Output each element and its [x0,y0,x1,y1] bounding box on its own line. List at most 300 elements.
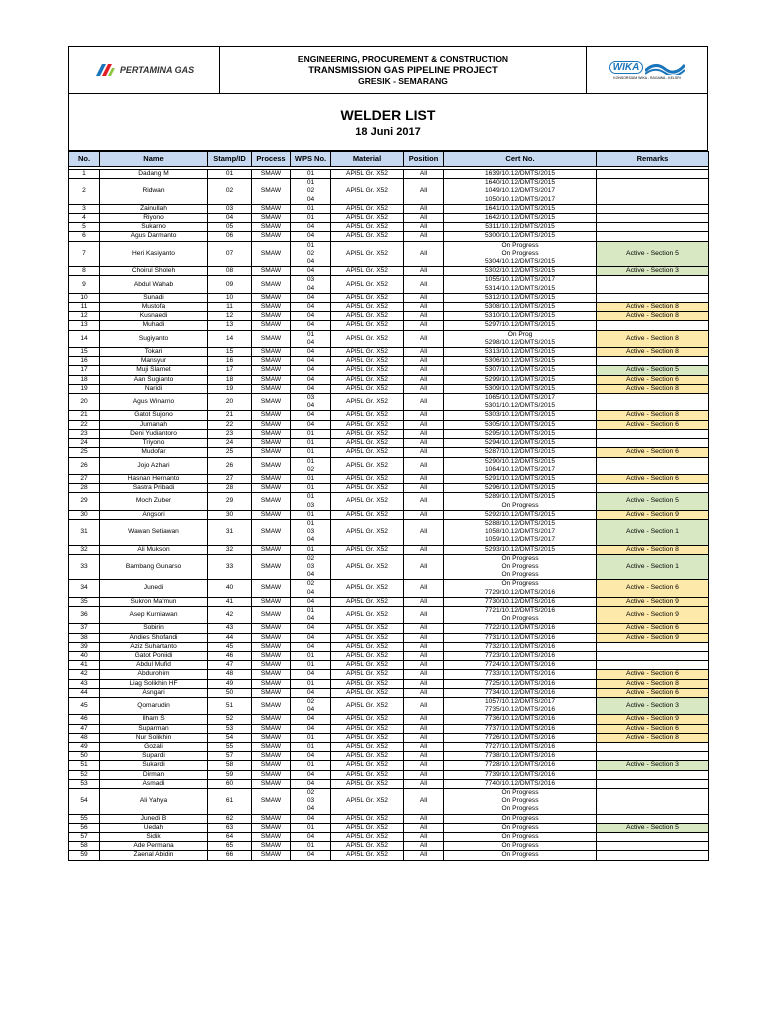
cell-no: 21 [69,411,100,420]
cell-cert [444,761,597,770]
cell-wps [291,276,331,293]
cell-remarks [597,357,709,366]
cell-wps-line: 03 [306,528,315,536]
cell-process: SMAW [252,724,291,733]
cell-material: API5L Gr. X52 [331,241,404,267]
cell-cert-line: On Progress [501,823,539,831]
cell-material: API5L Gr. X52 [331,375,404,384]
table-row [69,624,709,633]
cell-cert [444,688,597,697]
cell-no: 42 [69,670,100,679]
cell-position: All [404,493,444,510]
cell-wps [291,348,331,357]
cell-stamp: 24 [208,439,252,448]
cell-cert-line: 5293/10.12/DMTS/2015 [484,545,555,553]
cell-wps [291,814,331,823]
cell-remarks: Active - Section 6 [597,420,709,429]
cell-material: API5L Gr. X52 [331,606,404,623]
cell-cert [444,232,597,241]
cell-wps [291,770,331,779]
cell-stamp: 28 [208,484,252,493]
cell-stamp: 02 [208,179,252,205]
cell-position: All [404,724,444,733]
pertamina-gas-logo [69,47,220,93]
cell-stamp: 63 [208,823,252,832]
table-row [69,439,709,448]
cell-process: SMAW [252,375,291,384]
cell-cert-line: On Progress [501,554,539,562]
cell-name: Agus Darmanto [100,232,208,241]
cell-no: 31 [69,519,100,545]
wika-logo-text: WIKA [609,61,644,74]
cell-remarks [597,223,709,232]
cell-remarks: Active - Section 3 [597,697,709,714]
col-remarks: Remarks [597,152,709,167]
cell-cert-line: 5313/10.12/DMTS/2015 [484,348,555,356]
cell-stamp: 17 [208,366,252,375]
cell-wps [291,303,331,312]
cell-position: All [404,214,444,223]
cell-cert-line: 7735/10.12/DMTS/2016 [484,706,555,714]
cell-cert-line: 5309/10.12/DMTS/2015 [484,384,555,392]
cell-remarks [597,770,709,779]
cell-cert [444,770,597,779]
cell-cert-line: On Progress [501,501,539,509]
cell-process: SMAW [252,232,291,241]
cell-no: 56 [69,823,100,832]
pertamina-logo-icon [94,62,116,78]
cell-no: 51 [69,761,100,770]
cell-wps [291,439,331,448]
cell-material: API5L Gr. X52 [331,580,404,597]
cell-stamp: 13 [208,321,252,330]
table-row [69,457,709,474]
cell-position: All [404,312,444,321]
cell-name: Zainullah [100,204,208,213]
cell-position: All [404,743,444,752]
table-row [69,606,709,623]
table-header-row [69,152,709,167]
table-row [69,293,709,302]
cell-process: SMAW [252,715,291,724]
cell-no: 52 [69,770,100,779]
cell-position: All [404,633,444,642]
cell-wps-line: 04 [306,312,315,320]
cell-material: API5L Gr. X52 [331,439,404,448]
cell-wps [291,293,331,302]
cell-process: SMAW [252,493,291,510]
cell-wps [291,554,331,580]
cell-material: API5L Gr. X52 [331,493,404,510]
cell-wps [291,384,331,393]
cell-wps-line: 04 [306,706,315,714]
table-row [69,312,709,321]
cell-name: Dirman [100,770,208,779]
cell-wps-line: 04 [306,624,315,632]
cell-cert-line: 7725/10.12/DMTS/2016 [484,679,555,687]
cell-cert-line: 5308/10.12/DMTS/2015 [484,303,555,311]
cell-name: Aan Sugianto [100,375,208,384]
cell-process: SMAW [252,348,291,357]
table-row [69,484,709,493]
cell-process: SMAW [252,833,291,842]
cell-wps-line: 02 [306,580,315,588]
cell-wps-line: 04 [306,357,315,365]
cell-wps [291,179,331,205]
cell-no: 49 [69,743,100,752]
cell-position: All [404,474,444,483]
cell-no: 8 [69,267,100,276]
document-header [68,46,708,94]
cell-wps-line: 04 [306,384,315,392]
cell-process: SMAW [252,267,291,276]
cell-cert-line: 5304/10.12/DMTS/2015 [484,258,555,266]
cell-name: Moch Zuber [100,493,208,510]
cell-position: All [404,267,444,276]
cell-cert [444,670,597,679]
cell-cert-line: On Progress [501,249,539,257]
cell-position: All [404,420,444,429]
cell-stamp: 15 [208,348,252,357]
cell-process: SMAW [252,429,291,438]
cell-process: SMAW [252,642,291,651]
cell-no: 28 [69,484,100,493]
cell-no: 1 [69,170,100,179]
cell-wps-line: 04 [306,597,315,605]
cell-wps [291,670,331,679]
table-row [69,842,709,851]
cell-wps-line: 01 [306,510,315,518]
cell-stamp: 09 [208,276,252,293]
cell-cert-line: 1642/10.12/DMTS/2015 [484,214,555,222]
cell-name: Junedi B [100,814,208,823]
cell-stamp: 26 [208,457,252,474]
cell-no: 45 [69,697,100,714]
cell-position: All [404,789,444,815]
cell-name: Sidik [100,833,208,842]
cell-name: Sukardi [100,761,208,770]
cell-position: All [404,624,444,633]
cell-cert [444,679,597,688]
cell-process: SMAW [252,357,291,366]
cell-position: All [404,697,444,714]
cell-name: Jojo Azhari [100,457,208,474]
col-wps: WPS No. [291,152,331,167]
cell-material: API5L Gr. X52 [331,204,404,213]
table-row [69,597,709,606]
cell-no: 10 [69,293,100,302]
cell-cert-line: 1064/10.12/DMTS/2017 [484,465,555,473]
table-row [69,770,709,779]
cell-wps [291,474,331,483]
cell-wps-line: 01 [306,170,315,177]
cell-remarks [597,779,709,788]
cell-wps [291,510,331,519]
cell-stamp: 21 [208,411,252,420]
cell-no: 32 [69,545,100,554]
cell-wps [291,457,331,474]
cell-wps-line: 04 [306,303,315,311]
cell-name: Sukron Ma'mun [100,597,208,606]
cell-wps [291,697,331,714]
cell-cert-line: 1050/10.12/DMTS/2017 [484,195,555,203]
cell-wps [291,580,331,597]
cell-stamp: 19 [208,384,252,393]
cell-cert-line: 5310/10.12/DMTS/2015 [484,312,555,320]
cell-material: API5L Gr. X52 [331,510,404,519]
cell-cert-line: 5292/10.12/DMTS/2015 [484,510,555,518]
cell-material: API5L Gr. X52 [331,752,404,761]
cell-cert [444,420,597,429]
cell-process: SMAW [252,761,291,770]
cell-wps-line: 04 [306,195,315,203]
cell-stamp: 44 [208,633,252,642]
cell-process: SMAW [252,624,291,633]
cell-stamp: 55 [208,743,252,752]
cell-wps-line: 01 [306,743,315,750]
cell-process: SMAW [252,688,291,697]
cell-remarks [597,232,709,241]
cell-stamp: 25 [208,448,252,457]
cell-wps-line: 01 [306,842,315,850]
cell-position: All [404,554,444,580]
cell-material: API5L Gr. X52 [331,679,404,688]
cell-cert [444,642,597,651]
col-material: Material [331,152,404,167]
cell-process: SMAW [252,384,291,393]
cell-wps [291,411,331,420]
cell-wps-line: 04 [306,232,315,240]
cell-process: SMAW [252,679,291,688]
cell-position: All [404,606,444,623]
cell-wps-line: 01 [306,733,315,741]
cell-position: All [404,519,444,545]
cell-material: API5L Gr. X52 [331,348,404,357]
cell-wps-line: 04 [306,752,315,760]
cell-stamp: 61 [208,789,252,815]
cell-position: All [404,770,444,779]
table-row [69,679,709,688]
table-row [69,688,709,697]
cell-process: SMAW [252,321,291,330]
cell-no: 40 [69,651,100,660]
table-row [69,170,709,179]
cell-wps [291,679,331,688]
cell-cert-line: 7721/10.12/DMTS/2016 [484,606,555,614]
cell-position: All [404,823,444,832]
cell-no: 26 [69,457,100,474]
cell-material: API5L Gr. X52 [331,484,404,493]
cell-wps-line: 04 [306,420,315,428]
cell-stamp: 57 [208,752,252,761]
cell-cert-line: On Progress [501,615,539,623]
cell-cert [444,384,597,393]
cell-name: Sukarno [100,223,208,232]
cell-stamp: 47 [208,661,252,670]
table-row [69,411,709,420]
cell-wps-line: 04 [306,833,315,841]
cell-no: 41 [69,661,100,670]
table-row [69,267,709,276]
cell-position: All [404,670,444,679]
col-name: Name [100,152,208,167]
cell-no: 13 [69,321,100,330]
cell-remarks: Active - Section 9 [597,633,709,642]
cell-cert-line: 7734/10.12/DMTS/2016 [484,688,555,696]
cell-cert [444,833,597,842]
cell-cert [444,170,597,179]
cell-cert [444,661,597,670]
cell-remarks [597,276,709,293]
cell-material: API5L Gr. X52 [331,170,404,179]
cell-wps-line: 01 [306,241,315,249]
cell-cert-line: On Progress [501,580,539,588]
cell-remarks: Active - Section 3 [597,267,709,276]
cell-cert [444,743,597,752]
cell-remarks: Active - Section 6 [597,624,709,633]
cell-process: SMAW [252,179,291,205]
cell-wps-line: 04 [306,223,315,231]
table-row [69,241,709,267]
cell-cert [444,293,597,302]
cell-remarks: Active - Section 6 [597,580,709,597]
cell-name: Jumanah [100,420,208,429]
cell-remarks: Active - Section 6 [597,724,709,733]
cell-stamp: 45 [208,642,252,651]
cell-name: Gatot Poniidi [100,651,208,660]
cell-wps-line: 01 [306,448,315,456]
cell-position: All [404,223,444,232]
cell-remarks [597,851,709,860]
cell-wps-line: 02 [306,697,315,705]
cell-cert [444,624,597,633]
cell-remarks [597,484,709,493]
cell-stamp: 23 [208,429,252,438]
cell-process: SMAW [252,697,291,714]
cell-remarks: Active - Section 8 [597,733,709,742]
cell-material: API5L Gr. X52 [331,670,404,679]
cell-name: Abdul Wahab [100,276,208,293]
cell-remarks [597,204,709,213]
cell-wps-line: 04 [306,258,315,266]
cell-cert [444,510,597,519]
cell-name: Ali Mukson [100,545,208,554]
cell-cert-line: 1057/10.12/DMTS/2017 [484,697,555,705]
cell-process: SMAW [252,661,291,670]
cell-wps-line: 04 [306,338,315,346]
header-line-3: GRESIK - SEMARANG [358,75,448,86]
cell-name: Supardi [100,752,208,761]
cell-wps [291,779,331,788]
table-row [69,789,709,815]
cell-wps-line: 01 [306,474,315,482]
cell-process: SMAW [252,214,291,223]
cell-stamp: 52 [208,715,252,724]
cell-name: Muhadi [100,321,208,330]
cell-name: Abdurohim [100,670,208,679]
cell-remarks: Active - Section 6 [597,670,709,679]
cell-wps-line: 04 [306,571,315,579]
cell-wps-line: 04 [306,724,315,732]
cell-wps-line: 04 [306,814,315,822]
cell-wps-line: 01 [306,179,315,187]
cell-wps-line: 01 [306,330,315,338]
cell-position: All [404,366,444,375]
cell-name: Sunadi [100,293,208,302]
cell-wps-line: 01 [306,429,315,437]
cell-wps-line: 04 [306,293,315,301]
cell-wps-line: 04 [306,348,315,356]
cell-name: Kusnaedi [100,312,208,321]
cell-remarks: Active - Section 8 [597,545,709,554]
cell-remarks [597,661,709,670]
cell-wps-line: 02 [306,187,315,195]
table-row [69,661,709,670]
cell-stamp: 42 [208,606,252,623]
cell-no: 19 [69,384,100,393]
cell-stamp: 65 [208,842,252,851]
cell-no: 14 [69,330,100,347]
cell-material: API5L Gr. X52 [331,642,404,651]
cell-wps [291,761,331,770]
cell-wps [291,789,331,815]
cell-wps [291,170,331,179]
cell-wps [291,493,331,510]
cell-no: 38 [69,633,100,642]
table-row [69,743,709,752]
cell-stamp: 32 [208,545,252,554]
cell-name: Ade Permana [100,842,208,851]
cell-wps [291,661,331,670]
table-row [69,357,709,366]
cell-wps-line: 02 [306,249,315,257]
cell-position: All [404,580,444,597]
welder-list-sheet [68,46,708,861]
table-row [69,510,709,519]
cell-cert [444,312,597,321]
cell-cert-line: 5297/10.12/DMTS/2015 [484,321,555,329]
cell-no: 36 [69,606,100,623]
cell-wps-line: 04 [306,779,315,787]
cell-remarks: Active - Section 9 [597,715,709,724]
cell-cert [444,733,597,742]
cell-name: Suparman [100,724,208,733]
cell-name: Abdul Mufid [100,661,208,670]
cell-wps [291,752,331,761]
cell-cert [444,330,597,347]
table-row [69,394,709,411]
cell-process: SMAW [252,789,291,815]
cell-no: 9 [69,276,100,293]
cell-remarks [597,743,709,752]
cell-remarks: Active - Section 5 [597,241,709,267]
cell-material: API5L Gr. X52 [331,232,404,241]
cell-wps-line: 04 [306,321,315,329]
table-row [69,752,709,761]
cell-no: 17 [69,366,100,375]
cell-position: All [404,448,444,457]
cell-process: SMAW [252,823,291,832]
cell-cert-line: 5312/10.12/DMTS/2015 [484,293,555,301]
cell-cert-line: 7738/10.12/DMTS/2016 [484,752,555,760]
cell-cert [444,223,597,232]
cell-material: API5L Gr. X52 [331,214,404,223]
cell-cert-line: 7732/10.12/DMTS/2016 [484,642,555,650]
cell-wps [291,688,331,697]
header-line-2: TRANSMISSION GAS PIPELINE PROJECT [308,64,498,76]
cell-name: Muji Slamet [100,366,208,375]
cell-no: 37 [69,624,100,633]
